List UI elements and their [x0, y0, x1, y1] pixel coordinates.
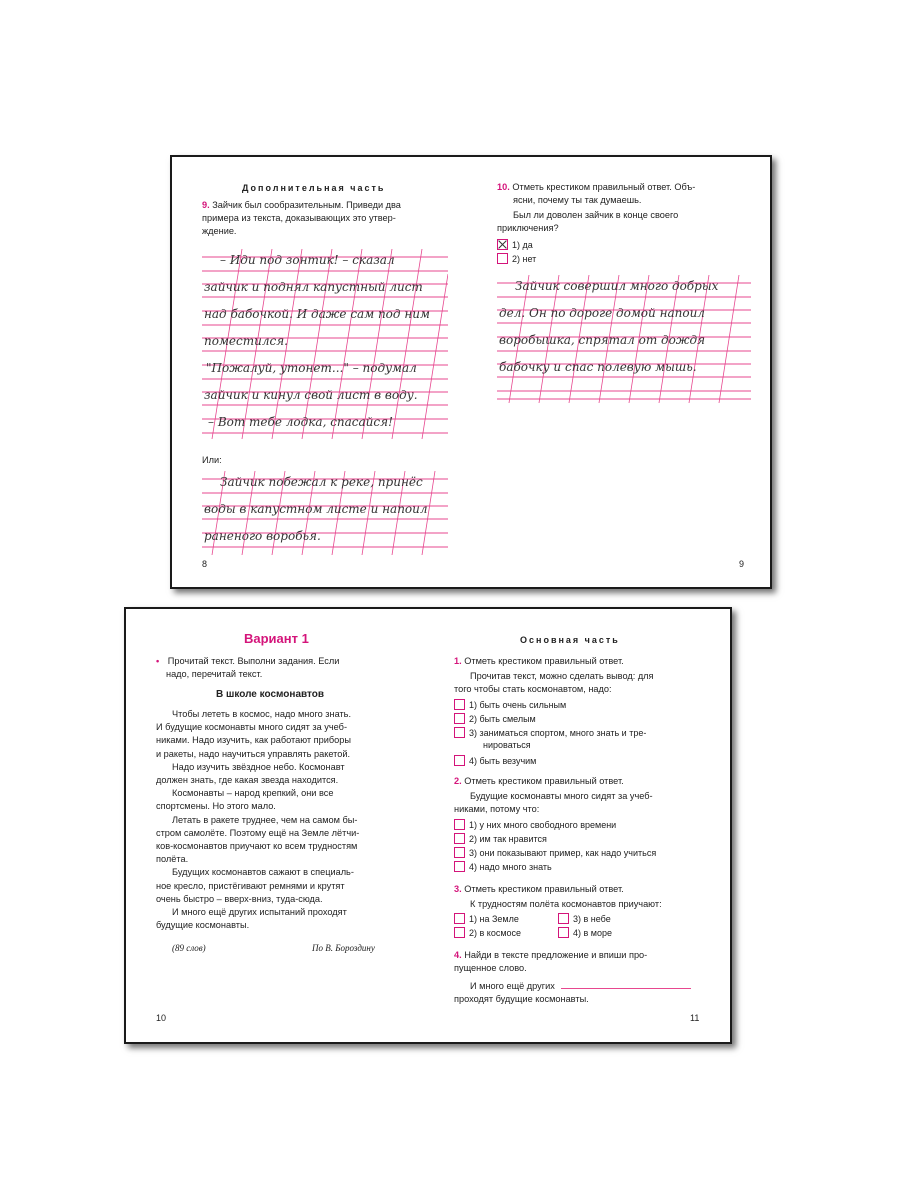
q3-option-2[interactable]	[454, 927, 521, 938]
paragraph-line: ное кресло, пристёгивают ремнями и крутят	[156, 880, 345, 891]
option-label: 3) заниматься спортом, много знать и тре-	[469, 727, 647, 738]
task-9-line-3: ждение.	[202, 226, 237, 236]
question-text-line: Найди в тексте предложение и впиши про-	[464, 950, 648, 960]
question-number: 3.	[454, 884, 462, 894]
option-label: 4) надо много знать	[469, 861, 552, 872]
question-4	[454, 949, 704, 975]
handwritten-line: бабочку и спас полевую мышь.	[499, 360, 697, 374]
q1-option-4[interactable]	[454, 755, 536, 766]
handwritten-line: Зайчик побежал к реке, принёс	[220, 475, 423, 489]
handwritten-line: Зайчик совершил много добрых	[515, 279, 719, 293]
question-instruction: Отметь крестиком правильный ответ.	[464, 776, 624, 786]
page-number: 10	[156, 1013, 167, 1023]
task-number: 9.	[202, 200, 210, 210]
q1-option-3[interactable]	[454, 727, 646, 738]
author: По В. Бороздину	[312, 943, 375, 953]
paragraph-line: Космонавты – народ крепкий, они все	[172, 788, 334, 799]
checkbox-icon[interactable]	[454, 819, 465, 830]
checkbox-checked-icon[interactable]	[497, 239, 508, 250]
page-number: 8	[202, 559, 208, 569]
task-number: 10.	[497, 182, 510, 192]
page-11	[428, 609, 730, 1042]
option-1[interactable]	[497, 239, 533, 250]
q2-option-3[interactable]	[454, 847, 656, 858]
q2-option-1[interactable]	[454, 819, 616, 830]
handwritten-line: раненого воробья.	[204, 529, 321, 543]
handwriting-area	[497, 275, 751, 403]
q3-option-1[interactable]	[454, 913, 519, 924]
handwritten-line: – Вот тебе лодка, спасайся!	[208, 415, 393, 429]
handwritten-line: поместился.	[204, 334, 288, 348]
instruction-line-2: надо, перечитай текст.	[166, 669, 263, 679]
task-10-line-2: ясни, почему ты так думаешь.	[513, 195, 642, 205]
question-1-text	[454, 670, 706, 696]
task-10-question	[497, 209, 753, 235]
answer-blank-line[interactable]	[561, 979, 691, 989]
paragraph-line: никами. Надо изучить, как работают приборы	[156, 735, 351, 746]
option-label: 1) у них много свободного времени	[469, 819, 617, 830]
option-label: 1) да	[512, 239, 533, 250]
question-2-text	[454, 790, 706, 816]
question-instruction: Отметь крестиком правильный ответ.	[464, 656, 624, 666]
question-text-line: Прочитав текст, можно сделать вывод: для	[470, 671, 654, 681]
paragraph-line: Чтобы лететь в космос, надо много знать.	[172, 709, 352, 719]
handwritten-line: зайчик и кинул свой лист в воду.	[204, 388, 418, 402]
checkbox-icon[interactable]	[454, 913, 465, 924]
task-10-line-1: Отметь крестиком правильный ответ. Объ-	[512, 182, 696, 192]
bottom-page-spread	[124, 607, 732, 1044]
checkbox-icon[interactable]	[558, 913, 569, 924]
sentence-part: проходят будущие космонавты.	[454, 994, 589, 1004]
handwritten-line: – Иди под зонтик! – сказал	[220, 253, 395, 267]
question-3-text: К трудностям полёта космонавтов приучают:	[470, 899, 662, 909]
section-header: Дополнительная часть	[242, 183, 386, 193]
paragraph-line: полёта.	[156, 854, 189, 865]
option-label: 4) быть везучим	[469, 755, 537, 766]
handwritten-line: над бабочкой. И даже сам под ним	[204, 307, 430, 321]
page-number: 9	[739, 559, 745, 569]
option-2[interactable]	[497, 253, 536, 264]
sentence-part: И много ещё других	[470, 981, 555, 991]
task-9-line-1: Зайчик был сообразительным. Приведи два	[212, 200, 401, 210]
option-label: 1) быть очень сильным	[469, 699, 567, 710]
task-9	[202, 199, 450, 238]
checkbox-icon[interactable]	[454, 847, 465, 858]
checkbox-icon[interactable]	[454, 833, 465, 844]
paragraph-line: спортсмены. Но этого мало.	[156, 801, 276, 812]
instruction	[156, 655, 404, 681]
instruction-line-1: Прочитай текст. Выполни задания. Если	[167, 656, 340, 666]
q3-option-4[interactable]	[558, 927, 612, 938]
q3-option-3[interactable]	[558, 913, 611, 924]
option-label: 2) им так нравится	[469, 833, 547, 844]
option-label: 4) в море	[573, 927, 612, 938]
option-label: 2) быть смелым	[469, 713, 536, 724]
paragraph-line: И будущие космонавты много сидят за учеб-	[156, 722, 348, 733]
handwritten-line: воды в капустном листе и напоил	[204, 502, 428, 516]
handwriting-area	[202, 471, 448, 555]
question-text-line: Будущие космонавты много сидят за учеб-	[470, 791, 653, 801]
paragraph	[156, 708, 406, 932]
question-text-line: никами, потому что:	[454, 804, 540, 814]
bullet-icon: •	[156, 656, 160, 666]
checkbox-icon[interactable]	[454, 861, 465, 872]
handwriting-area	[202, 249, 448, 439]
q2-option-2[interactable]	[454, 833, 547, 844]
q4-sentence	[454, 979, 706, 1006]
paragraph-line: Летать в ракете труднее, чем на самом бы-	[172, 814, 358, 825]
checkbox-icon[interactable]	[454, 713, 465, 724]
checkbox-icon[interactable]	[454, 699, 465, 710]
question-number: 2.	[454, 776, 462, 786]
paragraph-line: очень быстро – вверх-вниз, туда-сюда.	[156, 893, 323, 904]
question-number: 4.	[454, 950, 462, 960]
option-label: 2) нет	[512, 253, 537, 264]
option-label: 1) на Земле	[469, 913, 519, 924]
question-line-1: Был ли доволен зайчик в конце своего	[513, 210, 679, 220]
question-3	[454, 883, 704, 896]
page-10	[126, 609, 426, 1042]
question-number: 1.	[454, 656, 462, 666]
paragraph-line: должен знать, где какая звезда находится.	[156, 775, 339, 786]
q1-option-2[interactable]	[454, 713, 536, 724]
option-label: 3) в небе	[573, 913, 611, 924]
page-8	[172, 157, 470, 587]
q2-option-4[interactable]	[454, 861, 552, 872]
word-count: (89 слов)	[172, 943, 206, 953]
top-page-spread	[170, 155, 772, 589]
checkbox-icon[interactable]	[454, 727, 465, 738]
checkbox-icon[interactable]	[497, 253, 508, 264]
paragraph-line: будущие космонавты.	[156, 920, 250, 931]
page-9	[471, 157, 770, 587]
question-2	[454, 775, 704, 788]
variant-title: Вариант 1	[244, 631, 309, 646]
task-10	[497, 181, 752, 207]
paragraph-line: И много ещё других испытаний проходят	[172, 907, 347, 918]
checkbox-icon[interactable]	[558, 927, 569, 938]
checkbox-icon[interactable]	[454, 755, 465, 766]
question-text-line: пущенное слово.	[454, 963, 527, 973]
ili-label: Или:	[202, 455, 222, 465]
paragraph-line: ков-космонавтов приучают ко всем трудностям	[156, 841, 358, 852]
option-label: 3) они показывают пример, как надо учиться	[469, 847, 657, 858]
handwritten-line: дел. Он по дороге домой напоил	[499, 306, 705, 320]
option-label: 2) в космосе	[469, 927, 522, 938]
option-continuation: нироваться	[483, 740, 531, 750]
handwritten-line: воробышка, спрятал от дождя	[499, 333, 706, 347]
question-1	[454, 655, 704, 668]
paragraph-line: Надо изучить звёздное небо. Космонавт	[172, 761, 345, 772]
paragraph-line: Будущих космонавтов сажают в специаль-	[172, 867, 354, 878]
section-header: Основная часть	[520, 635, 620, 645]
question-instruction: Отметь крестиком правильный ответ.	[464, 884, 624, 894]
handwritten-line: зайчик и поднял капустный лист	[204, 280, 423, 294]
task-9-line-2: примера из текста, доказывающих это утвер-	[202, 213, 396, 223]
paragraph-line: и ракеты, надо научиться управлять ракетой.	[156, 748, 351, 759]
page-number: 11	[690, 1013, 700, 1023]
handwritten-line: "Пожалуй, утонет..." – подумал	[206, 361, 417, 375]
checkbox-icon[interactable]	[454, 927, 465, 938]
text-title: В школе космонавтов	[216, 689, 325, 700]
paragraph-line: стром самолёте. Поэтому ещё на Земле лётчи-	[156, 827, 360, 838]
question-text-line: того чтобы стать космонавтом, надо:	[454, 684, 612, 694]
question-line-2: приключения?	[497, 223, 559, 233]
q1-option-1[interactable]	[454, 699, 566, 710]
